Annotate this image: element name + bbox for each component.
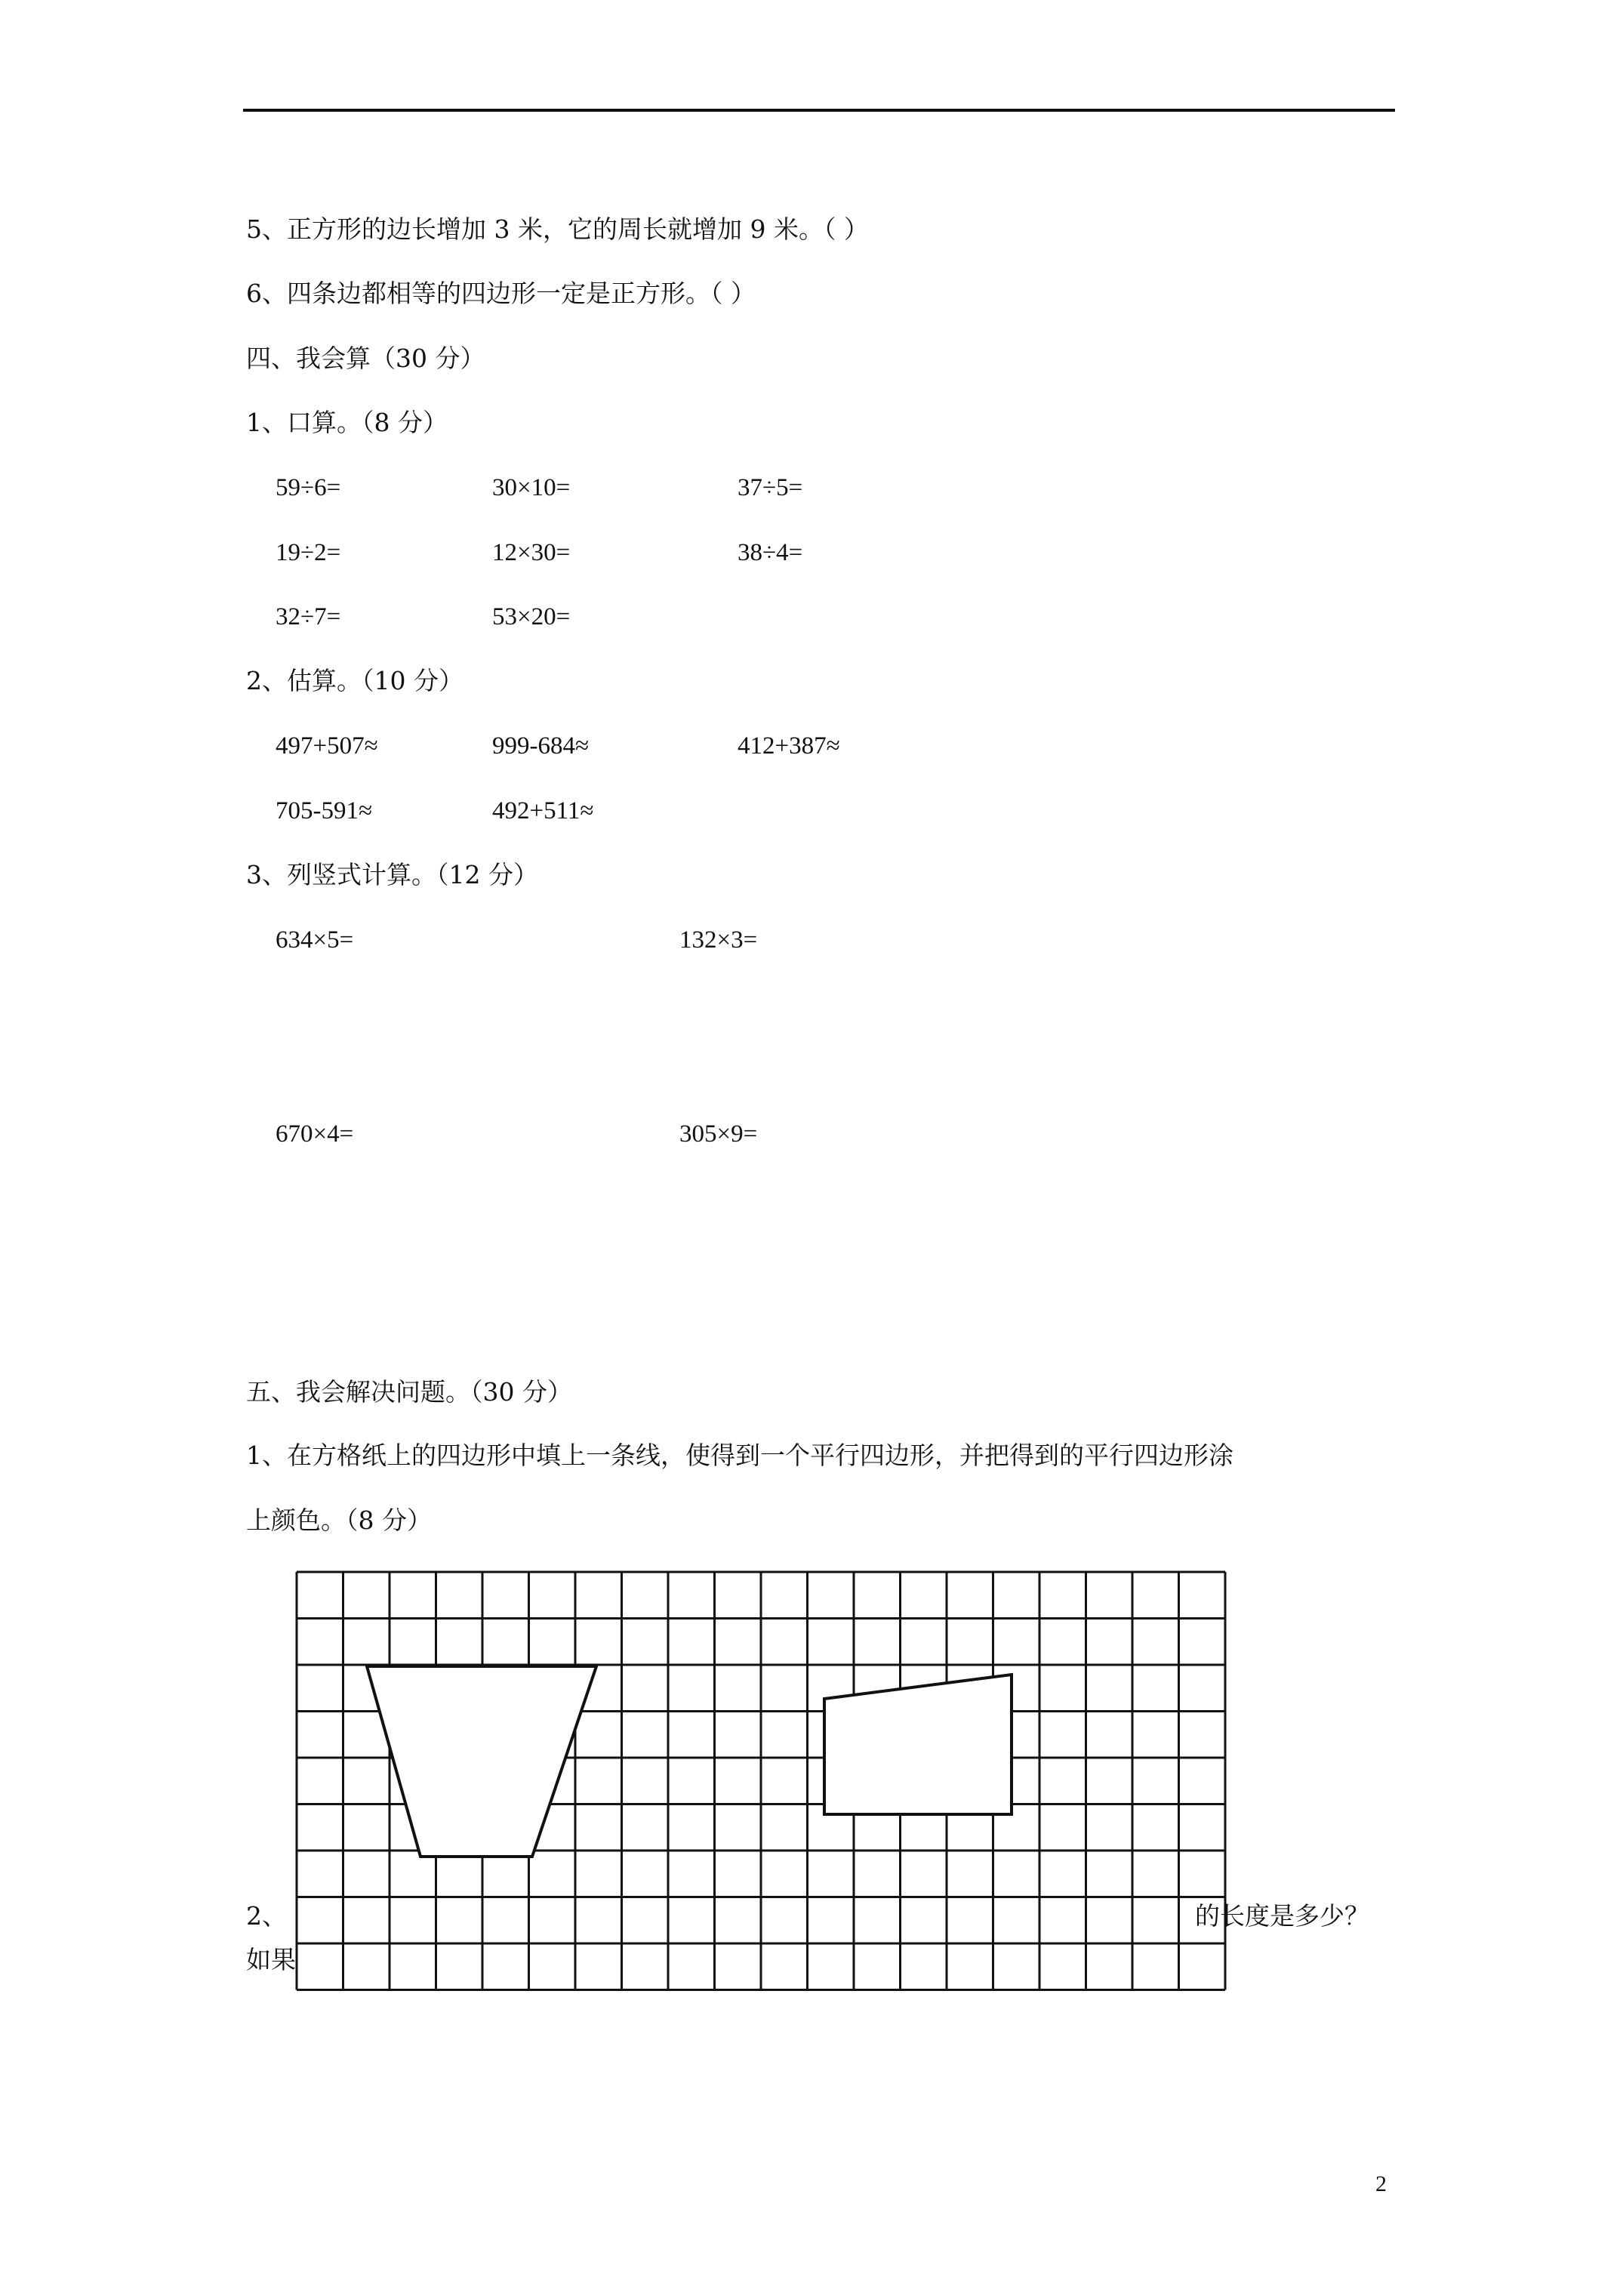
quadrilateral-shape	[824, 1675, 1012, 1814]
estimate-item: 492+511≈	[492, 797, 594, 824]
problem-1-line-1: 1、在方格纸上的四边形中填上一条线，使得到一个平行四边形，并把得到的平行四边形涂	[246, 1441, 1233, 1470]
estimate-item: 412+387≈	[738, 732, 840, 760]
problem-2-fragment: 2、	[246, 1901, 287, 1931]
oral-item: 12×30=	[492, 539, 571, 566]
vertical-item: 132×3=	[679, 926, 758, 954]
oral-item: 30×10=	[492, 474, 571, 501]
page-number: 2	[1375, 2171, 1387, 2196]
oral-item: 19÷2=	[276, 539, 341, 566]
estimate-item: 999-684≈	[492, 732, 590, 760]
oral-item: 38÷4=	[738, 539, 803, 566]
question-5: 5、正方形的边长增加 3 米，它的周长就增加 9 米。（ ）	[246, 214, 869, 244]
section-5-title: 五、我会解决问题。（30 分）	[246, 1377, 572, 1407]
vertical-item: 634×5=	[276, 926, 354, 954]
problem-2-fragment-2: 如果	[246, 1945, 296, 1974]
oral-item: 59÷6=	[276, 474, 341, 501]
trapezoid-shape	[367, 1666, 596, 1857]
vertical-item: 670×4=	[276, 1120, 354, 1148]
oral-item: 32÷7=	[276, 603, 341, 630]
oral-item: 53×20=	[492, 603, 571, 630]
oral-calc-title: 1、口算。（8 分）	[246, 408, 448, 437]
problem-1-line-2: 上颜色。（8 分）	[246, 1505, 432, 1535]
section-4-title: 四、我会算（30 分）	[246, 344, 485, 373]
problem-2-fragment-right: 的长度是多少？	[1195, 1901, 1369, 1931]
estimate-title: 2、估算。（10 分）	[246, 666, 463, 695]
oral-item: 37÷5=	[738, 474, 803, 501]
vertical-calc-title: 3、列竖式计算。（12 分）	[246, 860, 538, 889]
question-6: 6、四条边都相等的四边形一定是正方形。（ ）	[246, 279, 756, 308]
vertical-item: 305×9=	[679, 1120, 758, 1148]
estimate-item: 497+507≈	[276, 732, 378, 760]
estimate-item: 705-591≈	[276, 797, 373, 824]
